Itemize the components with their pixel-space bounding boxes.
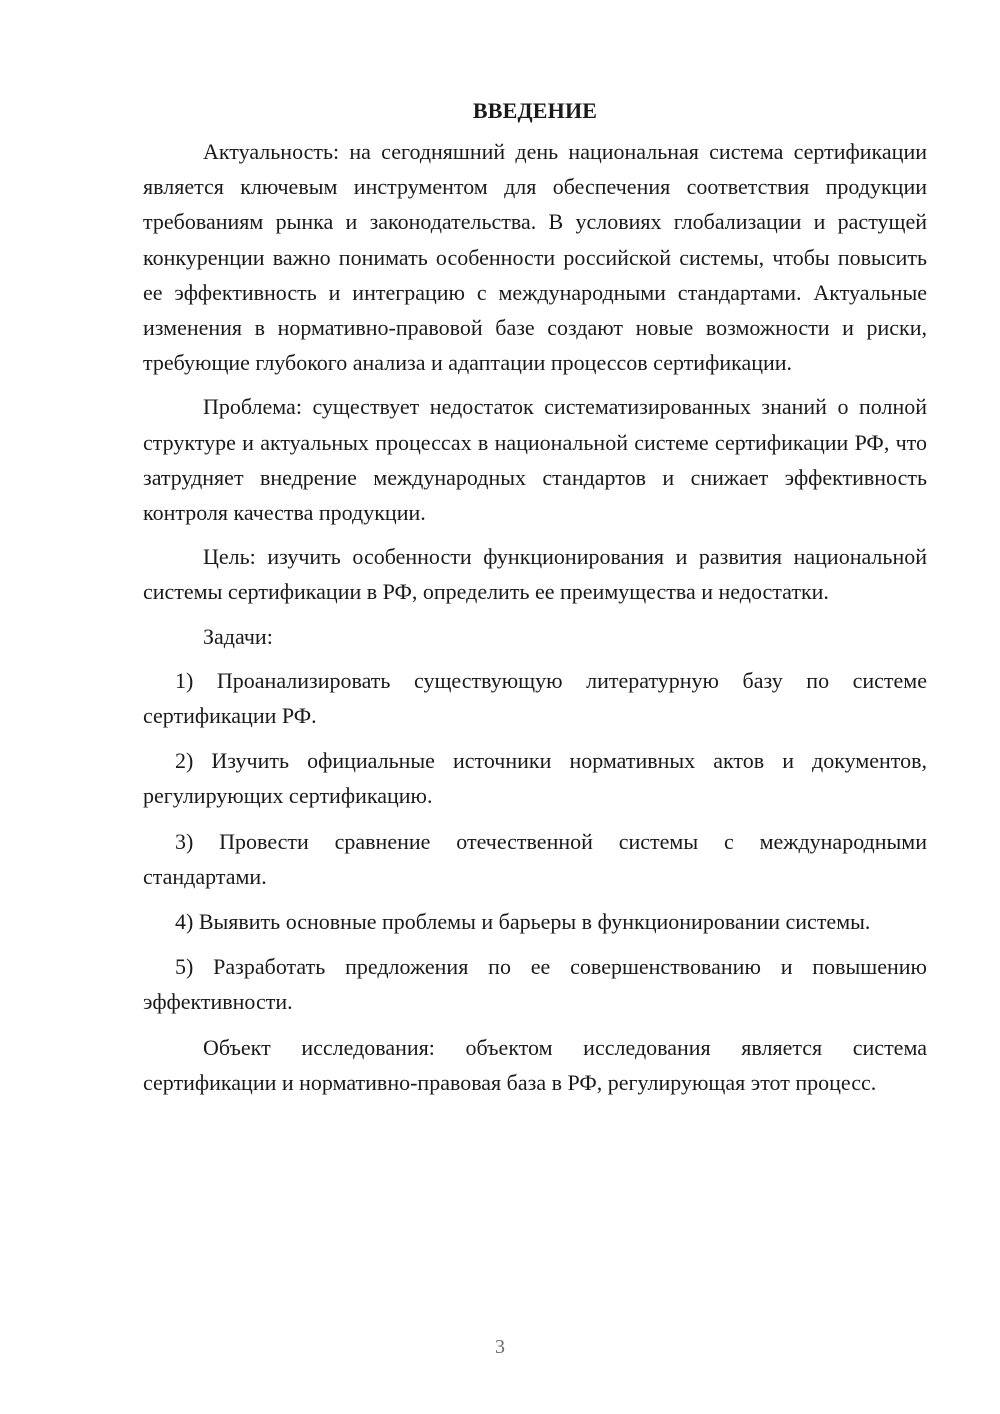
task-item-4: 4) Выявить основные проблемы и барьеры в функционировании системы. — [175, 909, 871, 935]
task-item-1: 1) Проанализировать существующую литературную базу по системе сертификации РФ. — [143, 667, 927, 729]
task-list — [143, 663, 927, 1020]
task-item-5: 5) Разработать предложения по ее совершенствованию и повышению эффективности. — [143, 954, 927, 1015]
page-body — [143, 93, 927, 1109]
paragraph-relevance: Актуальность: на сегодняшний день национальная система сертификации является ключевым инструментом для обеспечения соответствия продукции требованиям рынка и законодательства. В условиях глобализации и растущей конкуренции важно понимать особенности российской системы, чтобы повысить ее эффективность и интеграцию с международными стандартами. Актуальные изменения в нормативно-правовой базе создают новые возможности и риски, требующие глубокого анализа и адаптации процессов сертификации. — [143, 139, 927, 376]
paragraph-object: Объект исследования: объектом исследования является система сертификации и нормативно-правовая база в РФ, регулирующая этот процесс. — [143, 1034, 927, 1095]
task-item-2: 2) Изучить официальные источники нормативных актов и документов, регулирующих сертификацию. — [143, 748, 927, 809]
paragraph-goal: Цель: изучить особенности функционирования и развития национальной системы сертификации в РФ, определить ее преимущества и недостатки. — [143, 544, 927, 605]
section-heading: ВВЕДЕНИЕ — [472, 98, 598, 123]
task-item-3: 3) Провести сравнение отечественной системы с международными стандартами. — [143, 828, 927, 889]
paragraph-tasks-label: Задачи: — [203, 623, 273, 649]
paragraph-problem: Проблема: существует недостаток систематизированных знаний о полной структуре и актуальных процессах в национальной системе сертификации РФ, что затрудняет внедрение международных стандартов и снижает эффективность контроля качества продукции. — [143, 394, 927, 526]
page-number: 3 — [495, 1336, 505, 1358]
